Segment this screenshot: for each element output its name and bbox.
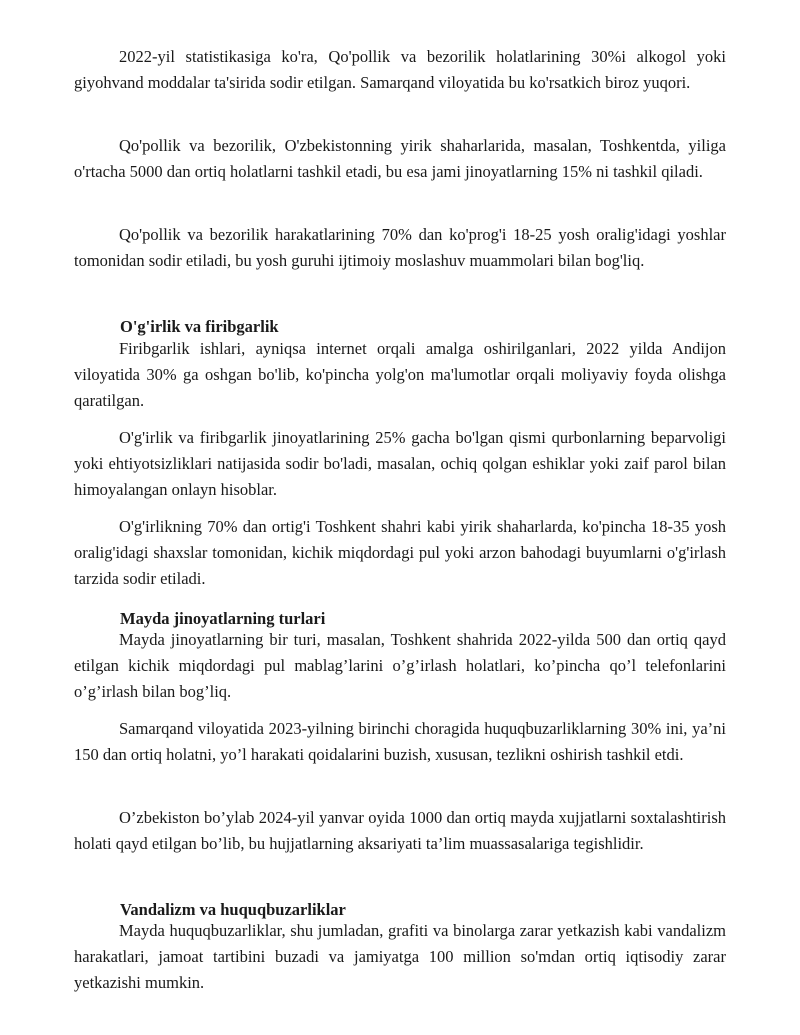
- paragraph-pickpocketing: Mayda jinoyatlarning bir turi, masalan, Toshkent shahrida 2022-yilda 500 dan ortiq qayd etilgan kichik miqdordagi pul mablag’larini o’g’irlash holatlari, ko’pincha qo’l telefonlarini o’g’irlash bilan bog’liq.: [74, 630, 726, 701]
- paragraph-traffic-violations: Samarqand viloyatida 2023-yilning birinchi choragida huquqbuzarliklarning 30% ini, ya’ni 150 dan ortiq holatni, yo’l harakati qoidalarini buzish, xususan, tezlikni oshirish tashkil etdi.: [74, 719, 726, 764]
- paragraph-youth-offenders: Qo'pollik va bezorilik harakatlarining 70% dan ko'prog'i 18-25 yosh oralig'idagi yoshlar tomonidan sodir etiladi, bu yosh guruhi ijtimoiy moslashuv muammolari bilan bog'liq.: [74, 225, 726, 270]
- paragraph-victim-negligence: O'g'irlik va firibgarlik jinoyatlarining 25% gacha bo'lgan qismi qurbonlarning beparvoligi yoki ehtiyotsizliklari natijasida sodir bo'ladi, masalan, ochiq qolgan eshiklar yoki zaif parol bilan himoyalangan onlayn hisoblar.: [74, 428, 726, 499]
- heading-theft-fraud: O'g'irlik va firibgarlik: [120, 317, 279, 336]
- paragraph-vandalism-damage: Mayda huquqbuzarliklar, shu jumladan, grafiti va binolarga zarar yetkazish kabi vandalizm harakatlari, jamoat tartibini buzadi va jamiyatga 100 million so'mdan ortiq iqtisodiy zarar yetkazishi mumkin.: [74, 921, 726, 992]
- paragraph-internet-fraud: Firibgarlik ishlari, ayniqsa internet orqali amalga oshirilganlari, 2022 yilda Andijon viloyatida 30% ga oshgan bo'lib, ko'pincha yolg'on ma'lumotlar orqali moliyaviy foyda olishga qaratilgan.: [74, 339, 726, 410]
- paragraph-tashkent-cases: Qo'pollik va bezorilik, O'zbekistonning yirik shaharlarida, masalan, Toshkentda, yiliga o'rtacha 5000 dan ortiq holatlarni tashkil etadi, bu esa jami jinoyatlarning 15% ni tashkil qiladi.: [74, 136, 726, 181]
- heading-vandalism: Vandalizm va huquqbuzarliklar: [120, 900, 346, 919]
- paragraph-document-forgery: O’zbekiston bo’ylab 2024-yil yanvar oyida 1000 dan ortiq mayda xujjatlarni soxtalashtirish holati qayd etilgan bo’lib, bu hujjatlarning aksariyati ta’lim muassasalariga tegishlidir.: [74, 808, 726, 853]
- paragraph-urban-theft: O'g'irlikning 70% dan ortig'i Toshkent shahri kabi yirik shaharlarda, ko'pincha 18-35 yosh oralig'idagi shaxslar tomonidan, kichik miqdordagi pul yoki arzon bahodagi buyumlarni o'g'irlash tarzida sodir etiladi.: [74, 517, 726, 588]
- heading-petty-crime-types: Mayda jinoyatlarning turlari: [120, 609, 326, 628]
- paragraph-alcohol-statistics: 2022-yil statistikasiga ko'ra, Qo'pollik va bezorilik holatlarining 30%i alkogol yoki giyohvand moddalar ta'sirida sodir etilgan. Samarqand viloyatida bu ko'rsatkich biroz yuqori.: [74, 47, 726, 92]
